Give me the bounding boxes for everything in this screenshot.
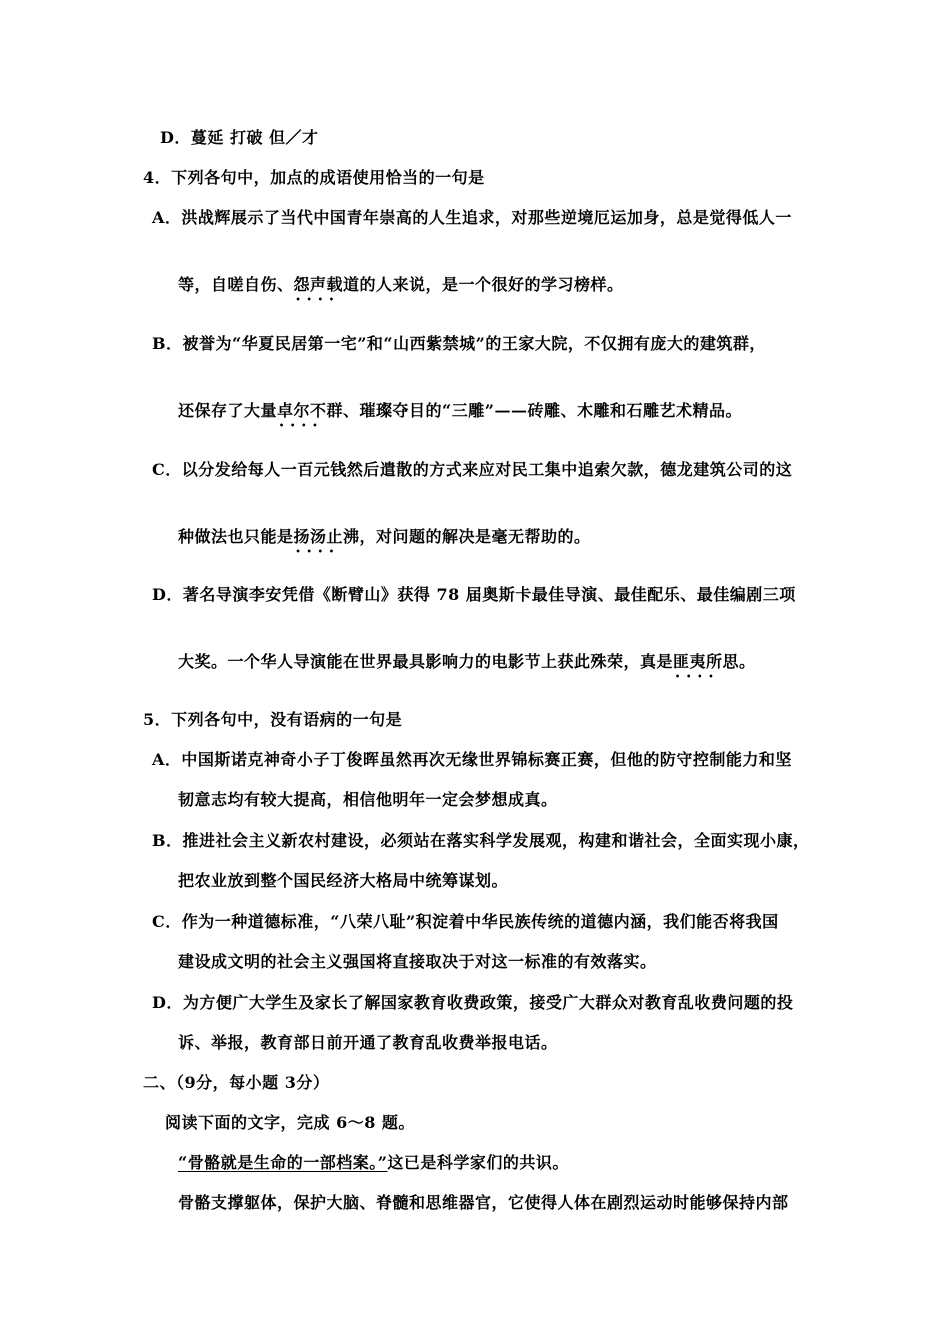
q5-option-b-line1: B．推进社会主义新农村建设，必须站在落实科学发展观，构建和谐社会，全面实现小康， — [152, 831, 810, 850]
q4-d-pre: 大奖。一个华人导演能在世界最具影响力的电影节上获此殊荣，真是 — [178, 652, 674, 671]
q4-a-dotted-idiom: 怨声载道 •••• — [294, 275, 360, 294]
q5-option-d-line2: 诉、举报，教育部日前开通了教育乱收费举报电话。 — [178, 1033, 558, 1052]
q4-option-b-line1: B．被誉为“华夏民居第一宅”和“山西紫禁城”的王家大院，不仅拥有庞大的建筑群， — [152, 334, 766, 353]
q4-c-pre: 种做法也只能是 — [178, 527, 294, 546]
q5-option-a-line2: 韧意志均有较大提高，相信他明年一定会梦想成真。 — [178, 790, 558, 809]
q5-option-c-line1: C．作为一种道德标准，“八荣八耻”积淀着中华民族传统的道德内涵，我们能否将我国 — [152, 912, 779, 931]
q4-option-c-line2 — [178, 527, 591, 547]
section2-instruction: 阅读下面的文字，完成 6～8 题。 — [165, 1113, 415, 1132]
passage-paragraph-1: 骨骼支撑躯体，保护大脑、脊髓和思维器官，它使得人体在剧烈运动时能够保持内部 — [178, 1193, 789, 1212]
q4-a-post: 的人来说，是一个很好的学习榜样。 — [359, 275, 624, 294]
q4-b-pre: 还保存了大量 — [178, 401, 278, 420]
q5-stem: 5．下列各句中，没有语病的一句是 — [143, 710, 403, 729]
passage-quote-tail: 这已是科学家们的共识。 — [387, 1153, 569, 1172]
q4-b-post: 、璀璨夺目的“三雕”——砖雕、木雕和石雕艺术精品。 — [343, 401, 742, 420]
q4-option-a-line2 — [178, 275, 624, 295]
q4-d-post: 。 — [739, 652, 756, 671]
passage-quote: “骨骼就是生命的一部档案。” — [178, 1153, 388, 1172]
q5-option-d-line1: D．为方便广大学生及家长了解国家教育收费政策，接受广大群众对教育乱收费问题的投 — [152, 993, 794, 1012]
q4-option-d-line1: D．著名导演李安凭借《断臂山》获得 78 届奥斯卡最佳导演、最佳配乐、最佳编剧三项 — [152, 585, 796, 604]
q4-option-d-line2 — [178, 652, 756, 672]
q4-option-a-line1: A．洪战辉展示了当代中国青年崇高的人生追求，对那些逆境厄运加身，总是觉得低人一 — [152, 208, 792, 227]
q4-option-c-line1: C．以分发给每人一百元钱然后遣散的方式来应对民工集中追索欠款，德龙建筑公司的这 — [152, 460, 793, 479]
q5-option-c-line2: 建设成文明的社会主义强国将直接取决于对这一标准的有效落实。 — [178, 952, 657, 971]
q4-stem: 4．下列各句中，加点的成语使用恰当的一句是 — [143, 168, 485, 187]
q4-c-dotted-idiom: 扬汤止沸 •••• — [294, 527, 360, 546]
section2-heading: 二、（9分，每小题 3分） — [143, 1073, 330, 1092]
q4-c-post: ，对问题的解决是毫无帮助的。 — [359, 527, 591, 546]
q5-option-a-line1: A．中国斯诺克神奇小子丁俊晖虽然再次无缘世界锦标赛正赛，但他的防守控制能力和坚 — [152, 750, 792, 769]
q4-a-pre: 等，自嗟自伤、 — [178, 275, 294, 294]
q4-b-dotted-idiom: 卓尔不群 •••• — [277, 401, 343, 420]
q4-option-b-line2 — [178, 401, 742, 421]
passage-opening — [178, 1153, 569, 1173]
q4-d-dotted-idiom: 匪夷所思 •••• — [673, 652, 739, 671]
q5-option-b-line2: 把农业放到整个国民经济大格局中统筹谋划。 — [178, 871, 509, 890]
q3-option-d: D．蔓延 打破 但／才 — [160, 128, 319, 147]
